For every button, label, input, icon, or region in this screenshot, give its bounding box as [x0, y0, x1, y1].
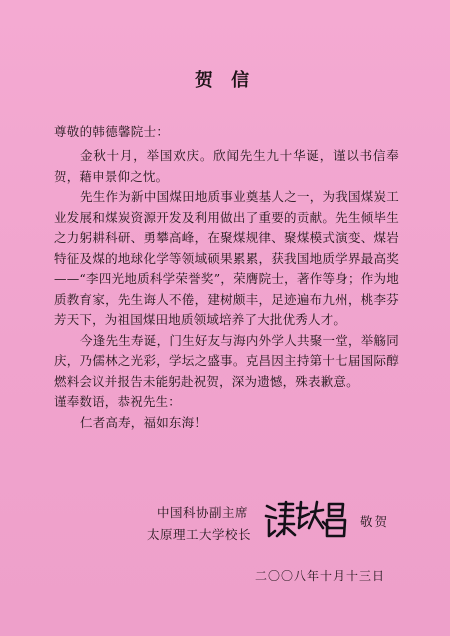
letter-date: 二〇〇八年十月十三日: [255, 569, 386, 583]
letter-title: 贺 信: [194, 70, 256, 91]
closing-line: 谨奉数语，恭祝先生：: [54, 394, 182, 409]
letter-body: [54, 146, 399, 433]
handwritten-signature: [263, 498, 349, 540]
paragraph-achievements: 先生作为新中国煤田地质事业奠基人之一，为我国煤炭工业发展和煤炭资源开发及利用做出了重要的贡献。先生倾毕生之力躬耕科研、勇攀高峰，在聚煤规律、聚煤模式演变、煤岩特征及煤的地球化学等领域硕果累累，获我国地质学界最高奖——“李四光地质科学荣誉奖”，荣膺院士，著作等身；作为地质教育家，先生诲人不倦，建树颇丰，足迹遍布九州，桃李芬芳天下，为祖国煤田地质领域培养了大批优秀人才。: [54, 189, 399, 327]
wish-line: 仁者高寿，福如东海！: [80, 414, 208, 430]
paragraph-regret: 今逢先生寿诞，门生好友与海内外学人共聚一堂，举觞同庆，乃儒林之光彩，学坛之盛事。克昌因主持第十七届国际醇燃料会议并报告未能躬赴祝贺，深为遗憾，殊表歉意。: [54, 332, 399, 389]
signature-title: 太原理工大学校长: [147, 527, 252, 542]
respect-mark: 敬贺: [360, 514, 390, 529]
salutation: 尊敬的韩德馨院士：: [54, 124, 170, 139]
signature-org: 中国科协副主席: [157, 505, 249, 520]
paragraph-greeting: 金秋十月，举国欢庆。欣闻先生九十华诞，谨以书信奉贺，藉申景仰之忱。: [54, 148, 399, 184]
